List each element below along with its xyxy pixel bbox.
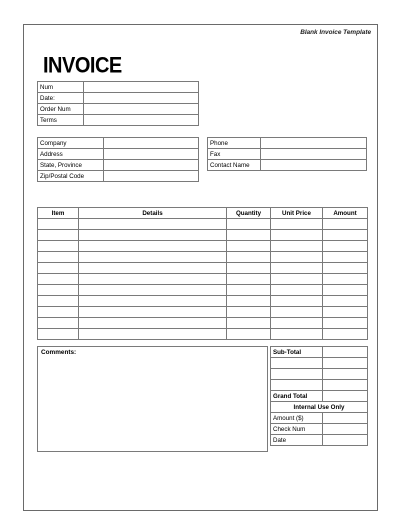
customer-row: [38, 138, 199, 149]
table-row: [38, 263, 368, 274]
items-header-row: [38, 208, 368, 219]
contact-label: Contact Name: [208, 160, 261, 171]
column-header-unit-price: Unit Price: [271, 208, 323, 219]
item-cell[interactable]: [38, 230, 79, 241]
details-cell[interactable]: [79, 329, 227, 340]
table-row: [38, 285, 368, 296]
internal-use-row: [271, 402, 368, 413]
info-label: Num: [38, 82, 84, 93]
quantity-cell[interactable]: [227, 219, 271, 230]
amount-cell[interactable]: [323, 263, 368, 274]
details-cell[interactable]: [79, 230, 227, 241]
amount-cell[interactable]: [323, 230, 368, 241]
unit-price-cell[interactable]: [271, 307, 323, 318]
unit-price-cell[interactable]: [271, 241, 323, 252]
table-row: [38, 252, 368, 263]
table-row: [38, 219, 368, 230]
internal-row: [271, 435, 368, 446]
internal-row: [271, 413, 368, 424]
details-cell[interactable]: [79, 318, 227, 329]
customer-row: [38, 149, 199, 160]
details-cell[interactable]: [79, 263, 227, 274]
unit-price-cell[interactable]: [271, 329, 323, 340]
internal-value-field[interactable]: [323, 424, 368, 435]
details-cell[interactable]: [79, 241, 227, 252]
customer-label: Company: [38, 138, 104, 149]
contact-value-field[interactable]: [261, 149, 367, 160]
comments-label: Comments:: [41, 349, 77, 356]
amount-cell[interactable]: [323, 307, 368, 318]
details-cell[interactable]: [79, 307, 227, 318]
item-cell[interactable]: [38, 285, 79, 296]
info-row: [38, 82, 199, 93]
totals-table: [270, 346, 368, 446]
extra-charge-label: [271, 369, 323, 380]
contact-row: [208, 138, 367, 149]
extra-charge-row: [271, 358, 368, 369]
extra-charge-value-field[interactable]: [323, 380, 368, 391]
contact-label: Fax: [208, 149, 261, 160]
extra-charge-row: [271, 380, 368, 391]
customer-value-field[interactable]: [104, 160, 199, 171]
amount-cell[interactable]: [323, 252, 368, 263]
item-cell[interactable]: [38, 307, 79, 318]
extra-charge-value-field[interactable]: [323, 369, 368, 380]
invoice-page: [23, 24, 378, 511]
extra-charge-row: [271, 369, 368, 380]
quantity-cell[interactable]: [227, 230, 271, 241]
internal-value-field[interactable]: [323, 435, 368, 446]
amount-cell[interactable]: [323, 329, 368, 340]
info-label: Order Num: [38, 104, 84, 115]
column-header-amount: Amount: [323, 208, 368, 219]
unit-price-cell[interactable]: [271, 263, 323, 274]
contact-row: [208, 149, 367, 160]
customer-row: [38, 171, 199, 182]
item-cell[interactable]: [38, 252, 79, 263]
internal-label: Date: [271, 435, 323, 446]
item-cell[interactable]: [38, 318, 79, 329]
table-row: [38, 329, 368, 340]
line-items-table: [37, 207, 368, 340]
amount-cell[interactable]: [323, 296, 368, 307]
info-value-field[interactable]: [84, 93, 199, 104]
invoice-info-table: [37, 81, 199, 126]
item-cell[interactable]: [38, 274, 79, 285]
subtotal-label: Sub-Total: [271, 347, 323, 358]
details-cell[interactable]: [79, 274, 227, 285]
unit-price-cell[interactable]: [271, 252, 323, 263]
customer-label: Zip/Postal Code: [38, 171, 104, 182]
item-cell[interactable]: [38, 263, 79, 274]
quantity-cell[interactable]: [227, 263, 271, 274]
customer-value-field[interactable]: [104, 171, 199, 182]
details-cell[interactable]: [79, 219, 227, 230]
table-row: [38, 318, 368, 329]
table-row: [38, 241, 368, 252]
grand-total-row: [271, 391, 368, 402]
item-cell[interactable]: [38, 241, 79, 252]
amount-cell[interactable]: [323, 318, 368, 329]
item-cell[interactable]: [38, 219, 79, 230]
customer-label: Address: [38, 149, 104, 160]
template-label: Blank Invoice Template: [300, 29, 371, 36]
internal-row: [271, 424, 368, 435]
unit-price-cell[interactable]: [271, 230, 323, 241]
contact-info-table: [207, 137, 367, 171]
comments-box[interactable]: [37, 346, 268, 452]
table-row: [38, 230, 368, 241]
customer-label: State, Province: [38, 160, 104, 171]
quantity-cell[interactable]: [227, 318, 271, 329]
unit-price-cell[interactable]: [271, 285, 323, 296]
contact-row: [208, 160, 367, 171]
item-cell[interactable]: [38, 296, 79, 307]
column-header-details: Details: [79, 208, 227, 219]
info-label: Date:: [38, 93, 84, 104]
grand-total-label: Grand Total: [271, 391, 323, 402]
customer-row: [38, 160, 199, 171]
unit-price-cell[interactable]: [271, 296, 323, 307]
extra-charge-label: [271, 358, 323, 369]
quantity-cell[interactable]: [227, 307, 271, 318]
unit-price-cell[interactable]: [271, 318, 323, 329]
quantity-cell[interactable]: [227, 241, 271, 252]
info-value-field[interactable]: [84, 115, 199, 126]
info-label: Terms: [38, 115, 84, 126]
column-header-item: Item: [38, 208, 79, 219]
subtotal-row: [271, 347, 368, 358]
amount-cell[interactable]: [323, 274, 368, 285]
amount-cell[interactable]: [323, 219, 368, 230]
contact-label: Phone: [208, 138, 261, 149]
subtotal-value-field[interactable]: [323, 347, 368, 358]
quantity-cell[interactable]: [227, 274, 271, 285]
info-row: [38, 104, 199, 115]
internal-label: Check Num: [271, 424, 323, 435]
details-cell[interactable]: [79, 252, 227, 263]
invoice-title: INVOICE: [43, 54, 122, 79]
table-row: [38, 296, 368, 307]
info-value-field[interactable]: [84, 82, 199, 93]
internal-label: Amount ($): [271, 413, 323, 424]
contact-value-field[interactable]: [261, 160, 367, 171]
table-row: [38, 274, 368, 285]
info-row: [38, 93, 199, 104]
info-value-field[interactable]: [84, 104, 199, 115]
contact-value-field[interactable]: [261, 138, 367, 149]
quantity-cell[interactable]: [227, 296, 271, 307]
extra-charge-label: [271, 380, 323, 391]
amount-cell[interactable]: [323, 285, 368, 296]
item-cell[interactable]: [38, 329, 79, 340]
quantity-cell[interactable]: [227, 285, 271, 296]
column-header-quantity: Quantity: [227, 208, 271, 219]
internal-value-field[interactable]: [323, 413, 368, 424]
amount-cell[interactable]: [323, 241, 368, 252]
extra-charge-value-field[interactable]: [323, 358, 368, 369]
customer-value-field[interactable]: [104, 138, 199, 149]
internal-use-label: Internal Use Only: [271, 402, 368, 413]
customer-value-field[interactable]: [104, 149, 199, 160]
details-cell[interactable]: [79, 296, 227, 307]
info-row: [38, 115, 199, 126]
quantity-cell[interactable]: [227, 329, 271, 340]
grand-total-value-field[interactable]: [323, 391, 368, 402]
quantity-cell[interactable]: [227, 252, 271, 263]
unit-price-cell[interactable]: [271, 219, 323, 230]
table-row: [38, 307, 368, 318]
unit-price-cell[interactable]: [271, 274, 323, 285]
customer-info-table: [37, 137, 199, 182]
details-cell[interactable]: [79, 285, 227, 296]
